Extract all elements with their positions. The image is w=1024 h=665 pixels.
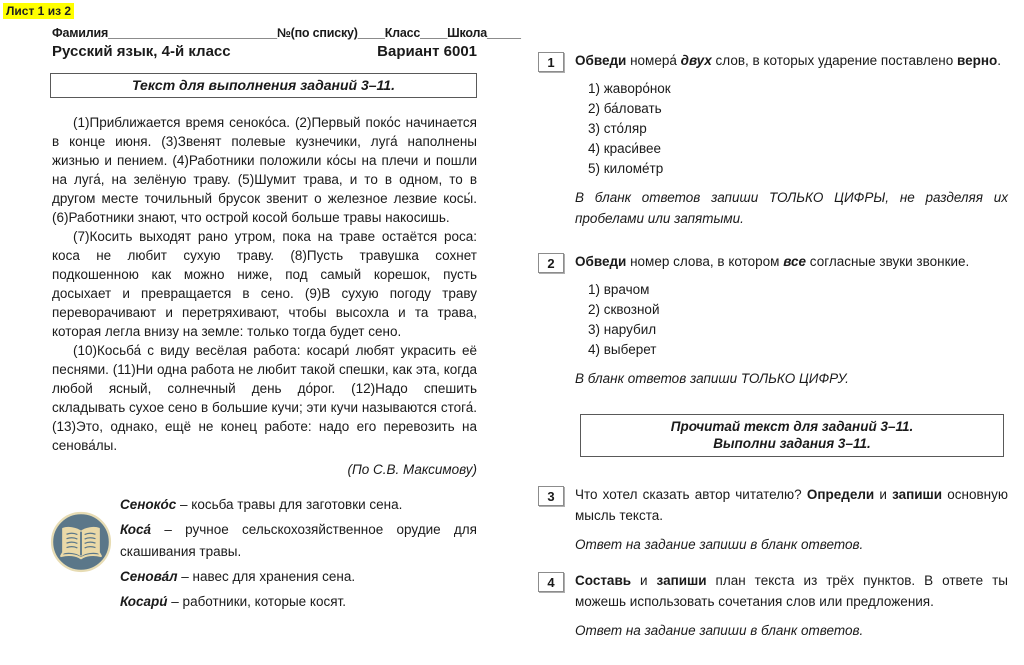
author-attribution: (По С.В. Максимову) [347, 462, 477, 477]
glossary-entry [120, 566, 477, 588]
option: 1) врачом [588, 282, 650, 297]
question-2 [538, 251, 1008, 389]
question-1-answer-note: В бланк ответов запиши ТОЛЬКО ЦИФРЫ, не разделяя их пробелами или запятыми. [575, 190, 1008, 226]
glossary-definition: – ручное сельскохозяйственное орудие для скашивания травы. [120, 522, 477, 559]
left-column [52, 26, 521, 616]
glossary-entry [120, 591, 477, 613]
option: 4) выберет [588, 342, 657, 357]
reading-text [52, 113, 477, 455]
paragraph-2: (7)Косить выходят рано утром, пока на траве остаётся роса: коса не любит сухую траву. (8)Пусть травушка сохнет подкошенною как можно ниже, под самый корешок, пусть досыхает и превращается в сено. (9)В сухую погоду траву переворачивают и перетряхивают, чтобы высохла и та трава, которая легла внизу на земле: только тогда будет сено. [52, 229, 477, 339]
title-row [52, 43, 477, 60]
glossary-term: Сеноко́с [120, 497, 177, 512]
question-2-text: Обведи номер слова, в котором все согласные звуки звонкие. [575, 254, 970, 269]
student-info-form-line: Фамилия_________________________№(по списку)____Класс____Школа_____ [52, 26, 521, 40]
question-4-number-box: 4 [538, 572, 564, 592]
section-box-line-1: Прочитай текст для заданий 3–11. [670, 419, 914, 434]
read-text-section-box [580, 414, 1004, 457]
open-book-icon [50, 511, 112, 573]
glossary-definition: – навес для хранения сена. [177, 569, 356, 584]
option: 2) сквозной [588, 302, 660, 317]
option: 4) краси́вее [588, 141, 662, 156]
question-4-answer-note: Ответ на задание запиши в бланк ответов. [575, 623, 864, 638]
option: 1) жаворо́нок [588, 81, 671, 96]
question-2-options [588, 280, 1008, 360]
variant-label: Вариант 6001 [377, 43, 477, 60]
paragraph-1: (1)Приближается время сеноко́са. (2)Первый поко́с начинается в конце июня. (3)Звенят полевые кузнечики, луга́ наполнены жизнью и пением. (4)Работники положили ко́сы на плечи и пошли на луга́, на зелёную траву. (5)Шумит трава, и то в одном, то в другом месте точильный брусок звенит о железное лезвие косы́. (6)Работники знают, что острой косой больше травы накосишь. [52, 115, 477, 225]
question-2-answer-note: В бланк ответов запиши ТОЛЬКО ЦИФРУ. [575, 371, 849, 386]
question-1-number-box: 1 [538, 52, 564, 72]
paragraph-3: (10)Косьба́ с виду весёлая работа: косари́ любят украсить её песнями. (11)Ни одна работа не любит такой спешки, как эта, когда любой ясный, солнечный день до́рог. (12)Надо спешить складывать сухое сено в большие кучи; эти кучи называются стога́. (13)Это, однако, ещё не конец работе: надо его перевозить на сенова́лы. [52, 343, 477, 453]
glossary-term: Косари́ [120, 594, 168, 609]
sheet-number-label: Лист 1 из 2 [3, 3, 74, 19]
question-3 [538, 484, 1008, 555]
question-2-number-box: 2 [538, 253, 564, 273]
text-section-header-box: Текст для выполнения заданий 3–11. [50, 73, 477, 98]
question-1-text: Обведи номера́ двух слов, в которых ударение поставлено верно. [575, 53, 1002, 68]
glossary-entry [120, 519, 477, 563]
option: 5) киломе́тр [588, 161, 664, 176]
right-column [538, 50, 1008, 641]
option: 3) нарубил [588, 322, 657, 337]
question-3-number-box: 3 [538, 486, 564, 506]
question-1 [538, 50, 1008, 229]
glossary-term: Коса́ [120, 522, 152, 537]
glossary-term: Сенова́л [120, 569, 178, 584]
question-4 [538, 570, 1008, 641]
option: 3) сто́ляр [588, 121, 647, 136]
section-box-line-2: Выполни задания 3–11. [713, 436, 871, 451]
glossary [52, 494, 477, 613]
question-3-answer-note: Ответ на задание запиши в бланк ответов. [575, 537, 864, 552]
glossary-definition: – работники, которые косят. [167, 594, 346, 609]
glossary-definition: – косьба травы для заготовки сена. [176, 497, 403, 512]
option: 2) ба́ловать [588, 101, 662, 116]
question-1-options [588, 79, 1008, 179]
question-3-text: Что хотел сказать автор читателю? Определи и запиши основную мысль текста. [575, 487, 1008, 523]
glossary-entry [120, 494, 477, 516]
subject-title: Русский язык, 4-й класс [52, 43, 231, 60]
question-4-text: Составь и запиши план текста из трёх пунктов. В ответе ты можешь использовать сочетания слов или предложения. [575, 573, 1008, 609]
